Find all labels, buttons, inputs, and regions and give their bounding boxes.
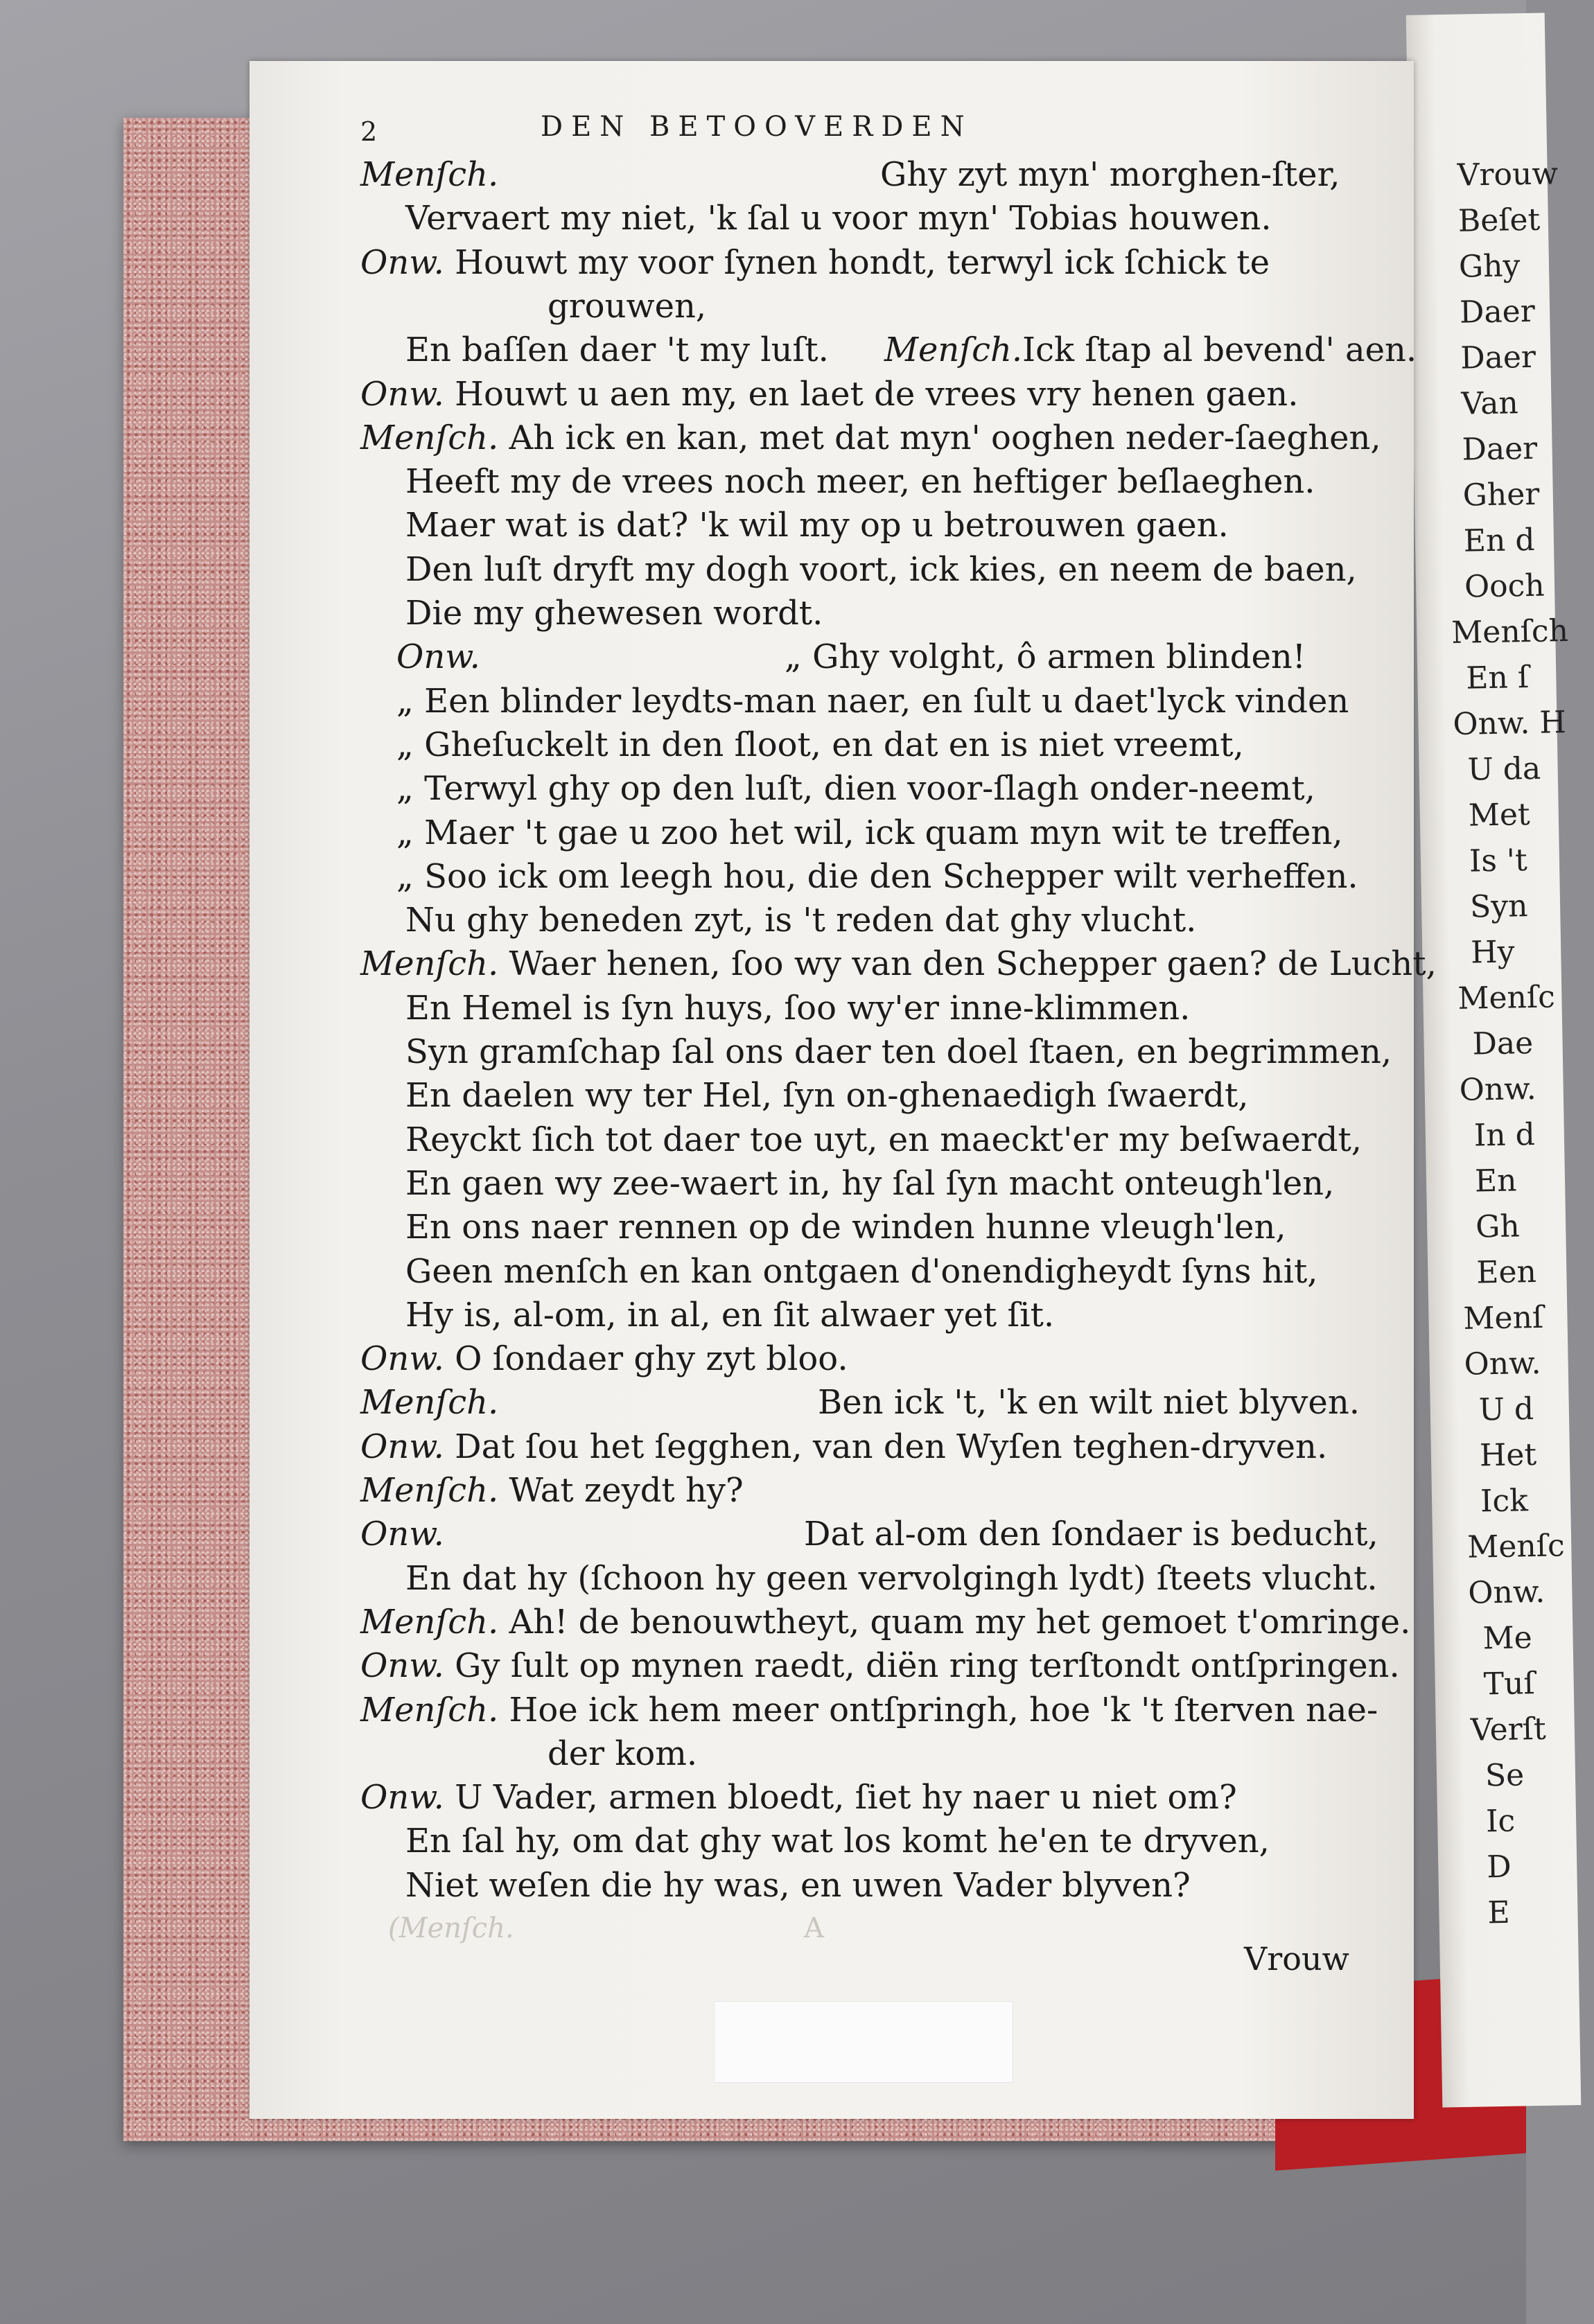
verse-text: Ah ick en kan, met dat myn' ooghen neder-ſaeghen, [498, 418, 1381, 457]
facing-page-word: Onw. [1459, 1071, 1537, 1108]
text-line [405, 899, 1196, 941]
facing-page-word: In d [1473, 1116, 1536, 1154]
verse-text: En Hemel is ſyn huys, ſoo wy'er inne-klimmen. [405, 988, 1191, 1028]
speaker-label: Onw. [396, 637, 480, 677]
text-line [405, 1865, 1191, 1906]
verse-text: Niet weſen die hy was, en uwen Vader blyven? [405, 1865, 1191, 1905]
facing-page-word: Is 't [1469, 843, 1528, 879]
verse-text: En gaen wy zee-waert in, hy ſal ſyn macht onteugh'len, [405, 1163, 1335, 1203]
speaker-label: Menſch. [360, 418, 499, 457]
text-line [396, 680, 1349, 722]
speaker-label: Onw. [360, 1515, 444, 1554]
facing-page-word: Ooch [1464, 567, 1545, 605]
verse-text: „ Terwyl ghy op den luſt, dien voor-ſlagh onder-neemt, [396, 769, 1315, 809]
text-line [360, 1777, 1237, 1818]
facing-page-word: Tuſ [1483, 1666, 1536, 1702]
facing-page-word: D [1486, 1849, 1512, 1885]
facing-page-word: Daer [1460, 339, 1536, 376]
facing-page-word: Ick [1480, 1483, 1529, 1520]
verse-text: En baſſen daer 't my luſt. [405, 331, 829, 370]
text-line [405, 1075, 1249, 1116]
speaker-label: Onw. [360, 1646, 444, 1686]
text-line [360, 1470, 744, 1511]
text-line [405, 592, 823, 634]
facing-page-word: Vrouw [1457, 156, 1559, 193]
text-line [360, 1645, 1400, 1687]
facing-page-word: U d [1478, 1391, 1534, 1428]
text-line [405, 329, 1417, 371]
verse-text: Waer henen, ſoo wy van den Schepper gaen? de Lucht, [498, 944, 1437, 984]
facing-page-word: En ſ [1465, 660, 1530, 696]
verse-text: Houwt u aen my, en laet de vrees vry henen gaen. [444, 374, 1299, 414]
facing-page-word: Met [1468, 797, 1531, 834]
text-line [396, 812, 1343, 854]
verse-text: Reyckt ſich tot daer toe uyt, en maeckt'er my beſwaerdt, [405, 1120, 1363, 1159]
speaker-label: Menſch. [884, 331, 1023, 370]
verse-text: Gy ſult op mynen raedt, diën ring terſtondt ontſpringen. [444, 1646, 1400, 1686]
verse-text: Syn gramſchap ſal ons daer ten doel ſtaen, en begrimmen, [405, 1032, 1392, 1071]
page-number: 2 [360, 116, 378, 147]
text-line [405, 549, 1357, 590]
speaker-label: Onw. [360, 1778, 444, 1817]
facing-page-word: Daer [1462, 430, 1538, 468]
text-line [360, 1601, 1410, 1643]
verse-text: Dat al-om den ſondaer is beducht, [804, 1515, 1378, 1554]
speaker-label: Menſch. [360, 1471, 499, 1510]
verse-text: Ghy zyt myn' morghen-ſter, [880, 155, 1340, 194]
speaker-label: Menſch. [360, 155, 499, 194]
speaker-label: Onw. [360, 1339, 444, 1379]
facing-page-word: Syn [1469, 888, 1528, 925]
text-line [405, 1031, 1392, 1073]
text-line [360, 943, 1437, 985]
facing-page-word: Hy [1470, 934, 1515, 971]
text-line [405, 1206, 1286, 1248]
speaker-label: Onw. [360, 243, 444, 282]
text-line [396, 724, 1244, 766]
facing-page-word: En d [1463, 522, 1535, 559]
verse-text: En dat hy (ſchoon hy geen vervolgingh lydt) ſteets vlucht. [405, 1558, 1378, 1598]
verse-text: Wat zeydt hy? [498, 1471, 744, 1510]
speaker-label: Menſch. [360, 944, 499, 984]
text-line [360, 1689, 1378, 1731]
verse-text: „ Gheſuckelt in den ſloot, en dat en is niet vreemt, [396, 725, 1244, 764]
verse-text: „ Een blinder leydts-man naer, en ſult u daet'lyck vinden [396, 681, 1349, 721]
speaker-label: Onw. [360, 1427, 444, 1466]
text-line [548, 285, 706, 327]
text-line [360, 1513, 1378, 1555]
verse-text: Die my ghewesen wordt. [405, 594, 823, 633]
text-line [405, 1163, 1334, 1204]
text-line [360, 417, 1381, 459]
verse-text: O ſondaer ghy zyt bloo. [444, 1339, 848, 1379]
verse-text: der kom. [548, 1734, 698, 1773]
facing-page-word: Menſ [1463, 1299, 1544, 1337]
verse-text: Dat ſou het ſegghen, van den Wyſen teghen-dryven. [444, 1427, 1328, 1466]
text-line [360, 1426, 1327, 1468]
facing-page-word: Gh [1475, 1208, 1521, 1245]
text-line [405, 987, 1190, 1029]
verse-text: Nu ghy beneden zyt, is 't reden dat ghy vlucht. [405, 901, 1197, 940]
text-line [548, 1733, 697, 1775]
verse-text: „ Maer 't gae u zoo het wil, ick quam myn wit te treffen, [396, 813, 1343, 852]
verse-text: Den luſt dryft my dogh voort, ick kies, en neem de baen, [405, 549, 1357, 589]
text-line [405, 197, 1272, 239]
speaker-label: Onw. [360, 374, 444, 414]
text-line [405, 461, 1315, 502]
facing-page-word: Menſc [1457, 979, 1556, 1016]
facing-page-word: Onw. H [1453, 705, 1567, 742]
facing-page-word: Onw. [1467, 1574, 1545, 1611]
facing-page-word: Ic [1485, 1803, 1516, 1840]
signature-mark: A [804, 1912, 824, 1944]
verse-text: Ben ick 't, 'k en wilt niet blyven. [818, 1383, 1360, 1423]
facing-page-word: Gher [1462, 476, 1540, 513]
facing-page-word: Onw. [1464, 1345, 1541, 1382]
speaker-label: Menſch. [360, 1690, 499, 1729]
verse-text: Houwt my voor ſynen hondt, terwyl ick ſchick te [444, 243, 1270, 282]
verse-text: Vervaert my niet, 'k ſal u voor myn' Tobias houwen. [405, 199, 1272, 238]
text-line [405, 1294, 1054, 1336]
text-line [360, 242, 1270, 283]
verse-text: Hy is, al-om, in al, en ſit alwaer yet ſit. [405, 1295, 1055, 1335]
verse-text: U Vader, armen bloedt, ſiet hy naer u niet om? [444, 1778, 1237, 1817]
facing-page-word: Een [1475, 1253, 1537, 1291]
show-through-text: (Menſch. [388, 1912, 514, 1944]
facing-page-word: Se [1484, 1757, 1525, 1794]
speaker-label: Menſch. [360, 1383, 499, 1423]
facing-page-word: Daer [1459, 293, 1536, 331]
verse-text: En daelen wy ter Hel, ſyn on-ghenaedigh ſwaerdt, [405, 1076, 1249, 1116]
facing-page-word: Verſt [1470, 1711, 1547, 1748]
text-line [360, 373, 1298, 415]
verse-text: „ Soo ick om leegh hou, die den Schepper wilt verheffen. [396, 856, 1358, 896]
speaker-label: Menſch. [360, 1602, 499, 1641]
facing-page-word: Menſch [1451, 613, 1569, 651]
facing-page-word: Het [1479, 1437, 1537, 1474]
facing-page-word: Menſc [1466, 1528, 1566, 1565]
facing-page-word: Me [1482, 1620, 1533, 1657]
text-line [405, 1820, 1270, 1862]
text-line [360, 1382, 1360, 1423]
facing-page-word: Van [1461, 385, 1519, 422]
facing-page-word: U da [1467, 750, 1541, 788]
facing-page-word: En [1474, 1163, 1517, 1199]
verse-text: Heeft my de vrees noch meer, en heftiger beſlaeghen. [405, 462, 1315, 502]
verse-text: „ Ghy volght, ô armen blinden! [785, 637, 1306, 677]
text-line [405, 504, 1229, 546]
catchword: Vrouw [1244, 1940, 1349, 1978]
verse-text: grouwen, [548, 286, 707, 326]
facing-page-word: E [1487, 1894, 1511, 1931]
facing-page-word: Ghy [1458, 248, 1521, 285]
text-line [405, 1251, 1318, 1292]
text-line [396, 636, 1306, 678]
verse-text: Hoe ick hem meer ontſpringh, hoe 'k 't ſterven nae- [498, 1690, 1378, 1729]
running-header: DEN BETOOVERDEN [541, 111, 973, 143]
text-line [360, 154, 1340, 195]
text-line [396, 856, 1358, 897]
text-line [405, 1119, 1362, 1161]
verse-text: Geen menſch en kan ontgaen d'onendigheydt ſyns hit, [405, 1251, 1318, 1291]
verse-text: En ons naer rennen op de winden hunne vleugh'len, [405, 1208, 1286, 1247]
facing-page-word: Beſet [1457, 202, 1541, 239]
verse-text: En ſal hy, om dat ghy wat los komt he'en te dryven, [405, 1822, 1270, 1861]
verse-text: Ah! de benouwtheyt, quam my het gemoet t'omringe. [498, 1602, 1411, 1641]
facing-page-word: Dae [1472, 1025, 1534, 1062]
text-line [360, 1338, 848, 1380]
text-line [405, 1558, 1378, 1599]
text-line [396, 768, 1315, 809]
library-label [714, 2001, 1013, 2083]
verse-text: Ick ſtap al bevend' aen. [1022, 331, 1417, 370]
verse-text: Maer wat is dat? 'k wil my op u betrouwen gaen. [405, 506, 1229, 545]
